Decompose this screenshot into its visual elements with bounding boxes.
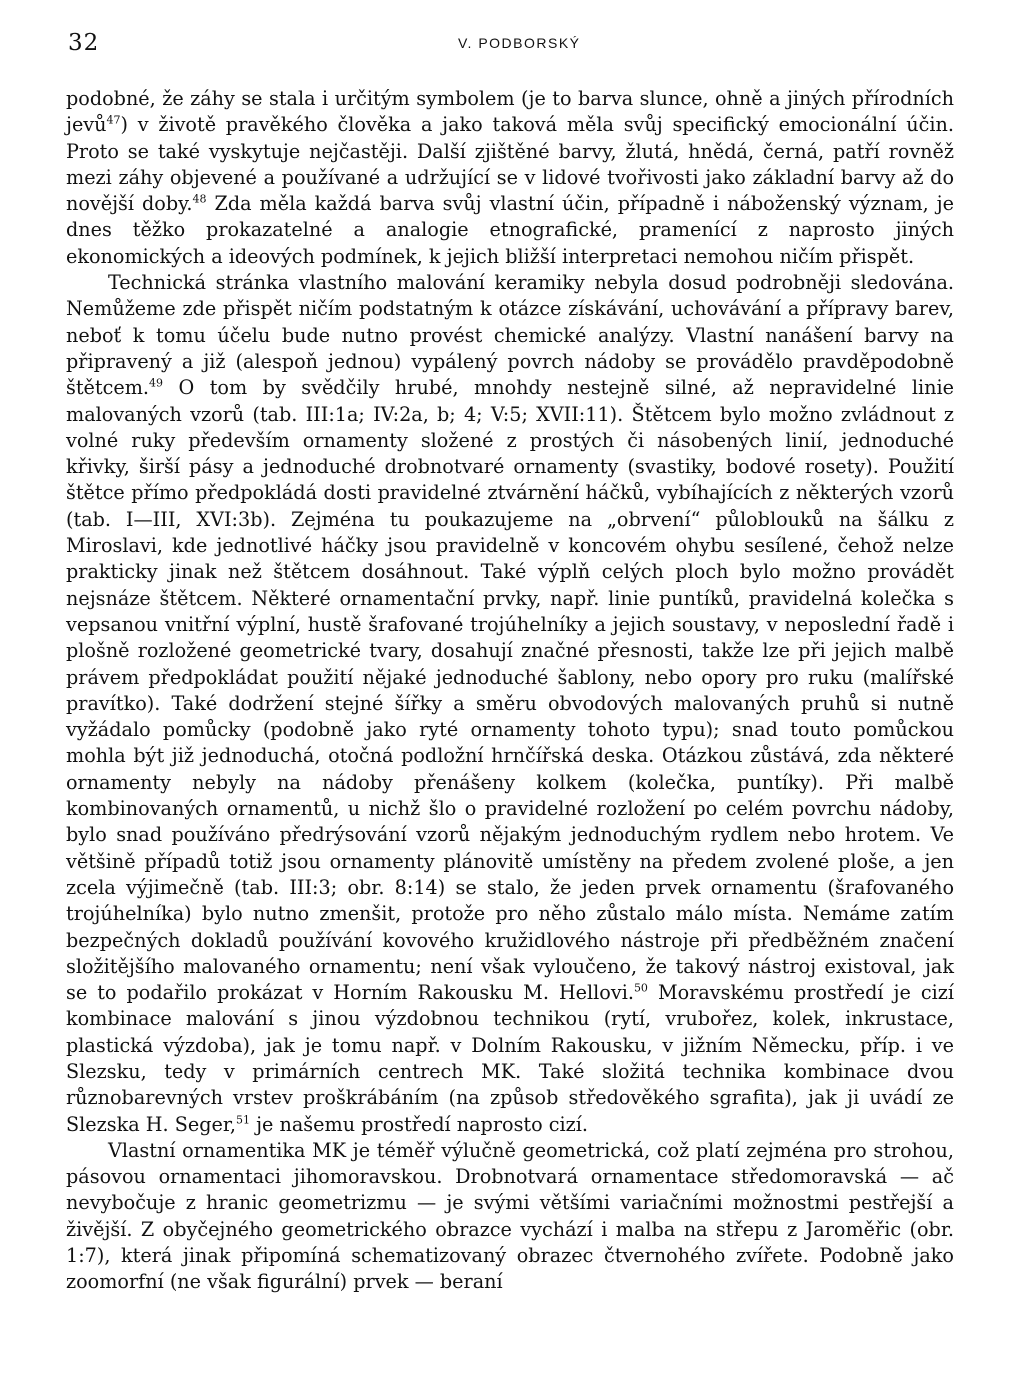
footnote-ref: 50: [633, 981, 648, 995]
text-run: O tom by svědčily hrubé, mnohdy nestejně silné, až nepravidelné linie malovaných vzorů (tab. III:1a; IV:2a, b; 4; V:5; XVII:11). Štětcem bylo možno zvládnout z volné ruky především ornamenty složené z prostých či násobených linií, jednoduché křivky, širší pásy a jednoduché drobnotvaré ornamenty (svastiky, bodové rosety). Použití štětce přímo předpokládá dosti pravidelné ztvárnění háčků, vybíhajících z některých vzorů (tab. I—III, XVI:3b). Zejména tu poukazujeme na „obrvení“ půloblouků na šálku z Miroslavi, kde jednotlivé háčky jsou pravidelně v koncovém ohybu sesílené, čehož nelze prakticky jinak než štětcem dosáhnout. Také výplň celých ploch bylo možno provádět nejsnáze štětcem. Některé ornamentační prvky, např. linie puntíků, pravidelná kolečka s vepsanou vnitřní výplní, hustě šrafované trojúhelníky a jejich soustavy, v neposlední řadě i plošně rozložené geometrické tvary, dosahují značné přesnosti, takže lze při jejich malbě právem předpokládat použití nějaké jednoduché šablony, nebo opory pro ruku (malířské pravítko). Také dodržení stejné šířky a směru obvodových malovaných pruhů si nutně vyžádalo pomůcky (podobně jako ryté ornamenty tohoto typu); snad touto pomůckou mohla být již jednoduchá, otočná podložní hrnčířská deska. Otázkou zůstává, zda některé ornamenty nebyly na nádoby přenášeny kolkem (kolečka, puntíky). Při malbě kombinovaných ornamentů, u nichž šlo o pravidelné rozložení po celém povrchu nádoby, bylo snad používáno předrýsování vzorů nějakým jednoduchým rydlem nebo hrotem. Ve většině případů totiž jsou ornamenty plánovitě umístěny na předem zvolené ploše, a jen zcela výjimečně (tab. III:3; obr. 8:14) se stalo, že jeden prvek ornamentu (šrafovaného trojúhelníka) bylo nutno zmenšit, protože pro něho zůstalo málo místa. Nemáme zatím bezpečných dokladů používání kovového kružidlového nástroje při předběžném značení složitějšího malovaného ornamentu; není však vyloučeno, že takový nástroj existoval, jak se to podařilo prokázat v Horním Rakousku M. Hellovi.: [66, 376, 954, 1005]
text-run: Vlastní ornamentika MK je téměř výlučně geometrická, což platí zejména pro strohou, pásovou ornamentaci jihomoravskou. Drobnotvará ornamentace středomoravská — ač nevybočuje z hranic geometrizmu — je svými většími variačními možnostmi pestřejší a živější. Z obyčejného geometrického obrazce vychází i malba na střepu z Jaroměřic (obr. 1:7), která jinak připomíná schematizovaný obrazec čtvernohého zvířete. Podobně jako zoomorfní (ne však figurální) prvek — beraní: [66, 1138, 954, 1294]
text-run: je našemu prostředí naprosto cizí.: [250, 1112, 589, 1136]
running-head: V. PODBORSKÝ: [458, 35, 581, 51]
text-run: podobné, že záhy se stala i určitým symbolem (je to barva slunce, ohně a jiných přírodních jevů: [66, 87, 954, 137]
text-run: ) v životě pravěkého člověka a jako taková měla svůj specifický emocionální účin. Proto se také vyskytuje nejčastěji. Další zjištěné barvy, žlutá, hnědá, černá, patří rovněž mezi záhy objevené a používané a udržující se v lidové tvořivosti jako základní barvy až do novější doby.: [66, 113, 954, 216]
paragraph: [66, 1138, 954, 1296]
body-text: [66, 86, 954, 1296]
footnote-ref: 47: [106, 113, 121, 127]
paragraph: [66, 270, 954, 1138]
footnote-ref: 51: [236, 1113, 250, 1127]
paragraph: [66, 86, 954, 270]
page-number: 32: [68, 30, 100, 56]
page-header: [68, 30, 954, 60]
text-run: Moravskému prostředí je cizí kombinace malování s jinou výzdobnou technikou (rytí, vrubořez, kolek, inkrustace, plastická výzdoba), jak je tomu např. v Dolním Rakousku, v jižním Německu, příp. i ve Slezsku, tedy v primárních centrech MK. Také složitá technika kombinace dvou různobarevných vrstev proškrábáním (na způsob středověkého sgrafita), jak ji uvádí ze Slezska H. Seger,: [66, 981, 954, 1136]
footnote-ref: 48: [192, 192, 207, 206]
text-run: Zda měla každá barva svůj vlastní účin, případně i náboženský význam, je dnes těžko prokazatelné a analogie etnografické, pramenící z naprosto jiných ekonomických a ideových podmínek, k jejich bližší interpretaci nemohou ničím přispět.: [66, 192, 954, 268]
footnote-ref: 49: [149, 376, 164, 390]
text-run: Technická stránka vlastního malování keramiky nebyla dosud podrobněji sledována. Nemůžeme zde přispět ničím podstatným k otázce získávání, uchovávání a přípravy barev, neboť k tomu účelu bude nutno provést chemické analýzy. Vlastní nanášení barvy na připravený a již (alespoň jednou) vypálený povrch nádoby se provádělo pravděpodobně štětcem.: [66, 271, 954, 400]
